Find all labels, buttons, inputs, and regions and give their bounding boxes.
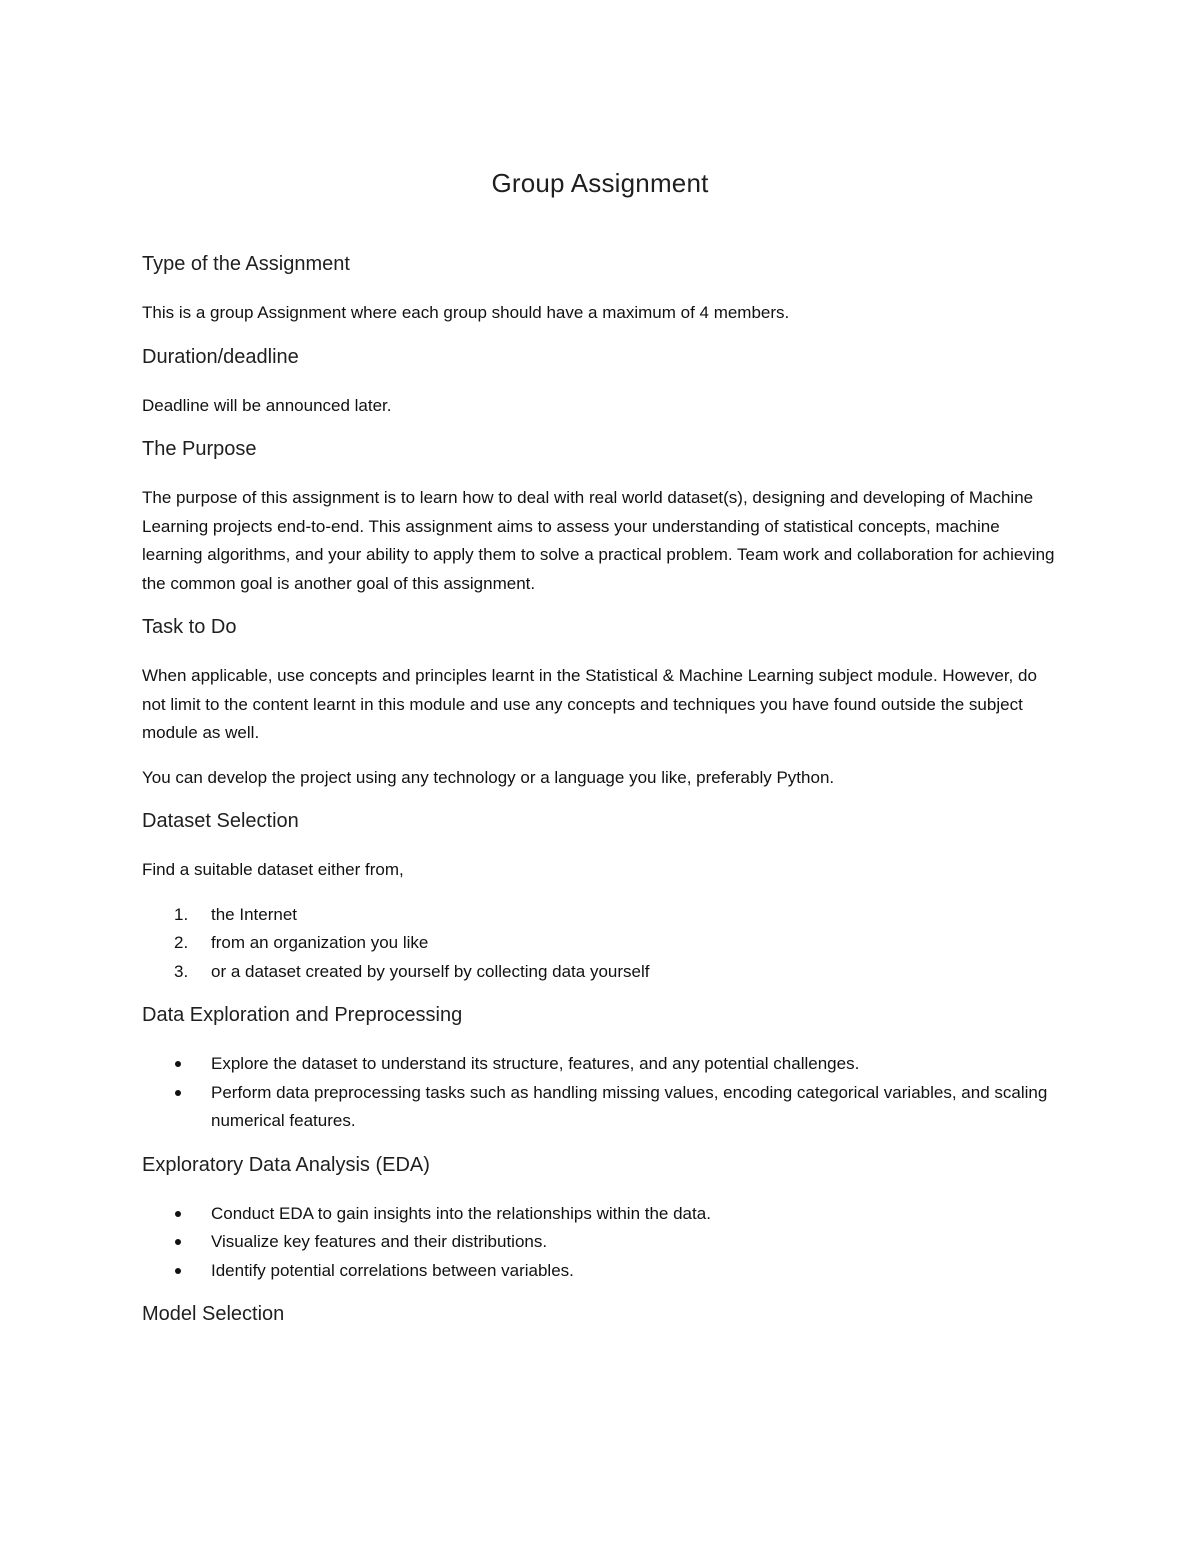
heading-data-exploration: Data Exploration and Preprocessing — [142, 1004, 463, 1026]
list-item-text: Explore the dataset to understand its structure, features, and any potential challenges. — [211, 1054, 860, 1073]
paragraph-dataset-intro: Find a suitable dataset either from, — [142, 860, 404, 879]
bullet-icon — [175, 1211, 181, 1217]
bullet-list-exploration — [142, 1050, 1062, 1136]
heading-type-of-assignment: Type of the Assignment — [142, 253, 350, 275]
list-item-text: Visualize key features and their distributions. — [211, 1232, 548, 1251]
list-item — [142, 1228, 1062, 1257]
list-number: 2. — [174, 933, 189, 952]
list-item — [142, 1079, 1062, 1136]
paragraph-task-2: You can develop the project using any technology or a language you like, preferably Python. — [142, 767, 835, 787]
list-item-text: Perform data preprocessing tasks such as handling missing values, encoding categorical variables, and scaling numerical features. — [211, 1082, 1048, 1130]
heading-duration: Duration/deadline — [142, 345, 299, 368]
heading-dataset-selection: Dataset Selection — [142, 810, 299, 832]
bullet-icon — [175, 1090, 181, 1096]
bullet-list-eda — [142, 1200, 1062, 1286]
list-item-text: the Internet — [211, 904, 298, 924]
heading-task: Task to Do — [142, 616, 237, 638]
list-item — [142, 958, 1062, 987]
list-item — [142, 1257, 1062, 1286]
heading-purpose: The Purpose — [142, 438, 257, 460]
list-item-text: Conduct EDA to gain insights into the relationships within the data. — [211, 1203, 711, 1223]
list-item — [142, 1200, 1062, 1229]
paragraph-type-of-assignment: This is a group Assignment where each group should have a maximum of 4 members. — [142, 303, 790, 322]
list-number: 1. — [174, 904, 189, 924]
list-number: 3. — [174, 961, 189, 981]
numbered-list-dataset — [142, 901, 1062, 987]
list-item — [142, 1050, 1062, 1079]
bullet-icon — [175, 1268, 181, 1274]
paragraph-task-1: When applicable, use concepts and principles learnt in the Statistical & Machine Learning subject module. However, do not limit to the content learnt in this module and use any concepts and techniques you have found outside the subject module as well. — [142, 666, 1037, 742]
document-title: Group Assignment — [491, 168, 709, 198]
list-item-text: or a dataset created by yourself by collecting data yourself — [211, 961, 650, 981]
list-item-text: Identify potential correlations between variables. — [211, 1260, 574, 1280]
list-item — [142, 901, 1062, 930]
list-item-text: from an organization you like — [211, 933, 429, 952]
paragraph-purpose: The purpose of this assignment is to learn how to deal with real world dataset(s), designing and developing of Machine Learning projects end-to-end. This assignment aims to assess your understanding of statistical concepts, machine learning algorithms, and your ability to apply them to solve a practical problem. Team work and collaboration for achieving the common goal is another goal of this assignment. — [142, 488, 1055, 593]
list-item — [142, 929, 1062, 958]
bullet-icon — [175, 1239, 181, 1245]
heading-model-selection: Model Selection — [142, 1303, 285, 1325]
document-content — [142, 168, 1062, 1349]
paragraph-duration: Deadline will be announced later. — [142, 395, 392, 415]
bullet-icon — [175, 1061, 181, 1067]
heading-eda: Exploratory Data Analysis (EDA) — [142, 1153, 430, 1176]
